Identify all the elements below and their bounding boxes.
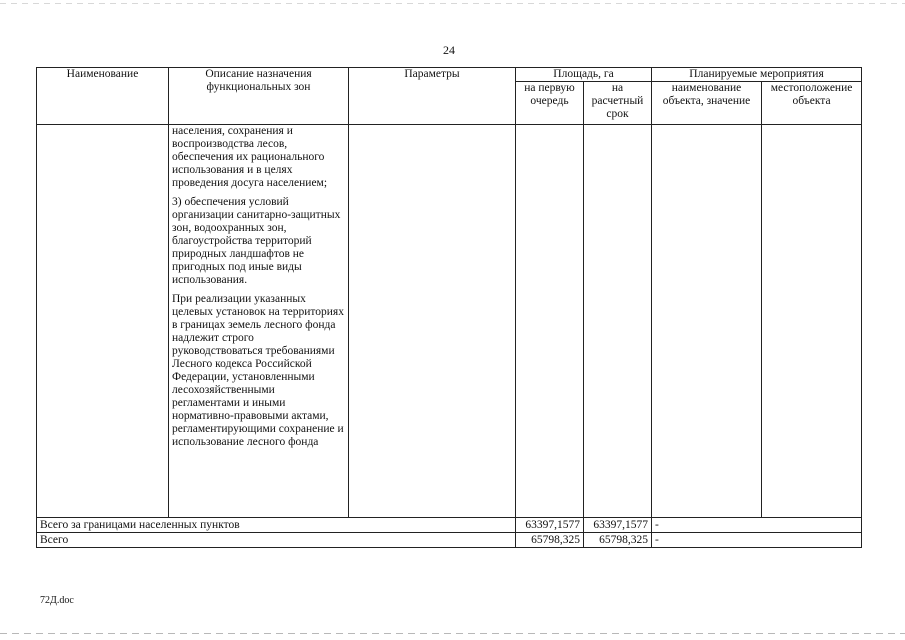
total-area-estimated: 65798,325 <box>584 533 652 548</box>
header-planned-location: местоположение объекта <box>762 82 862 125</box>
body-area-estimated-cell <box>584 125 652 518</box>
body-name-cell <box>37 125 169 518</box>
zones-table <box>36 67 862 548</box>
total-area-estimated: 63397,1577 <box>584 518 652 533</box>
total-planned: - <box>652 518 862 533</box>
body-planned-location-cell <box>762 125 862 518</box>
header-name: Наименование <box>37 68 169 125</box>
body-parameters-cell <box>349 125 516 518</box>
header-area-estimated: на расчетный срок <box>584 82 652 125</box>
header-area: Площадь, га <box>516 68 652 82</box>
total-label: Всего <box>37 533 516 548</box>
header-area-first: на первую очередь <box>516 82 584 125</box>
body-planned-object-cell <box>652 125 762 518</box>
total-area-first: 63397,1577 <box>516 518 584 533</box>
body-row <box>37 125 862 518</box>
header-description: Описание назначения функциональных зон <box>169 68 349 125</box>
header-row-1 <box>37 68 862 82</box>
total-area-first: 65798,325 <box>516 533 584 548</box>
total-row-all <box>37 533 862 548</box>
body-area-first-cell <box>516 125 584 518</box>
total-planned: - <box>652 533 862 548</box>
header-planned-object: наименование объекта, значение <box>652 82 762 125</box>
scan-edge-top <box>0 3 905 4</box>
body-description-cell <box>169 125 349 518</box>
total-row-outside-settlements <box>37 518 862 533</box>
header-planned: Планируемые мероприятия <box>652 68 862 82</box>
header-parameters: Параметры <box>349 68 516 125</box>
description-paragraph: При реализации указанных целевых установок на территориях в границах земель лесного фонда надлежит строго руководствоваться требованиями Лесного кодекса Российской Федерации, установленными лесохозяйственными регламентами и иными нормативно-правовыми актами, регламентирующими сохранение и использование лесного фонда <box>172 293 344 448</box>
total-label: Всего за границами населенных пунктов <box>37 518 516 533</box>
page-number: 24 <box>443 43 455 57</box>
scan-edge-bottom <box>0 633 905 634</box>
footer-file-name: 72Д.doc <box>40 595 74 606</box>
description-paragraph: населения, сохранения и воспроизводства лесов, обеспечения их рационального использования и в целях проведения досуга населением; <box>172 125 328 189</box>
description-paragraph: 3) обеспечения условий организации санитарно-защитных зон, водоохранных зон, благоустройства территорий природных ландшафтов не пригодных под иные виды использования. <box>172 196 341 286</box>
